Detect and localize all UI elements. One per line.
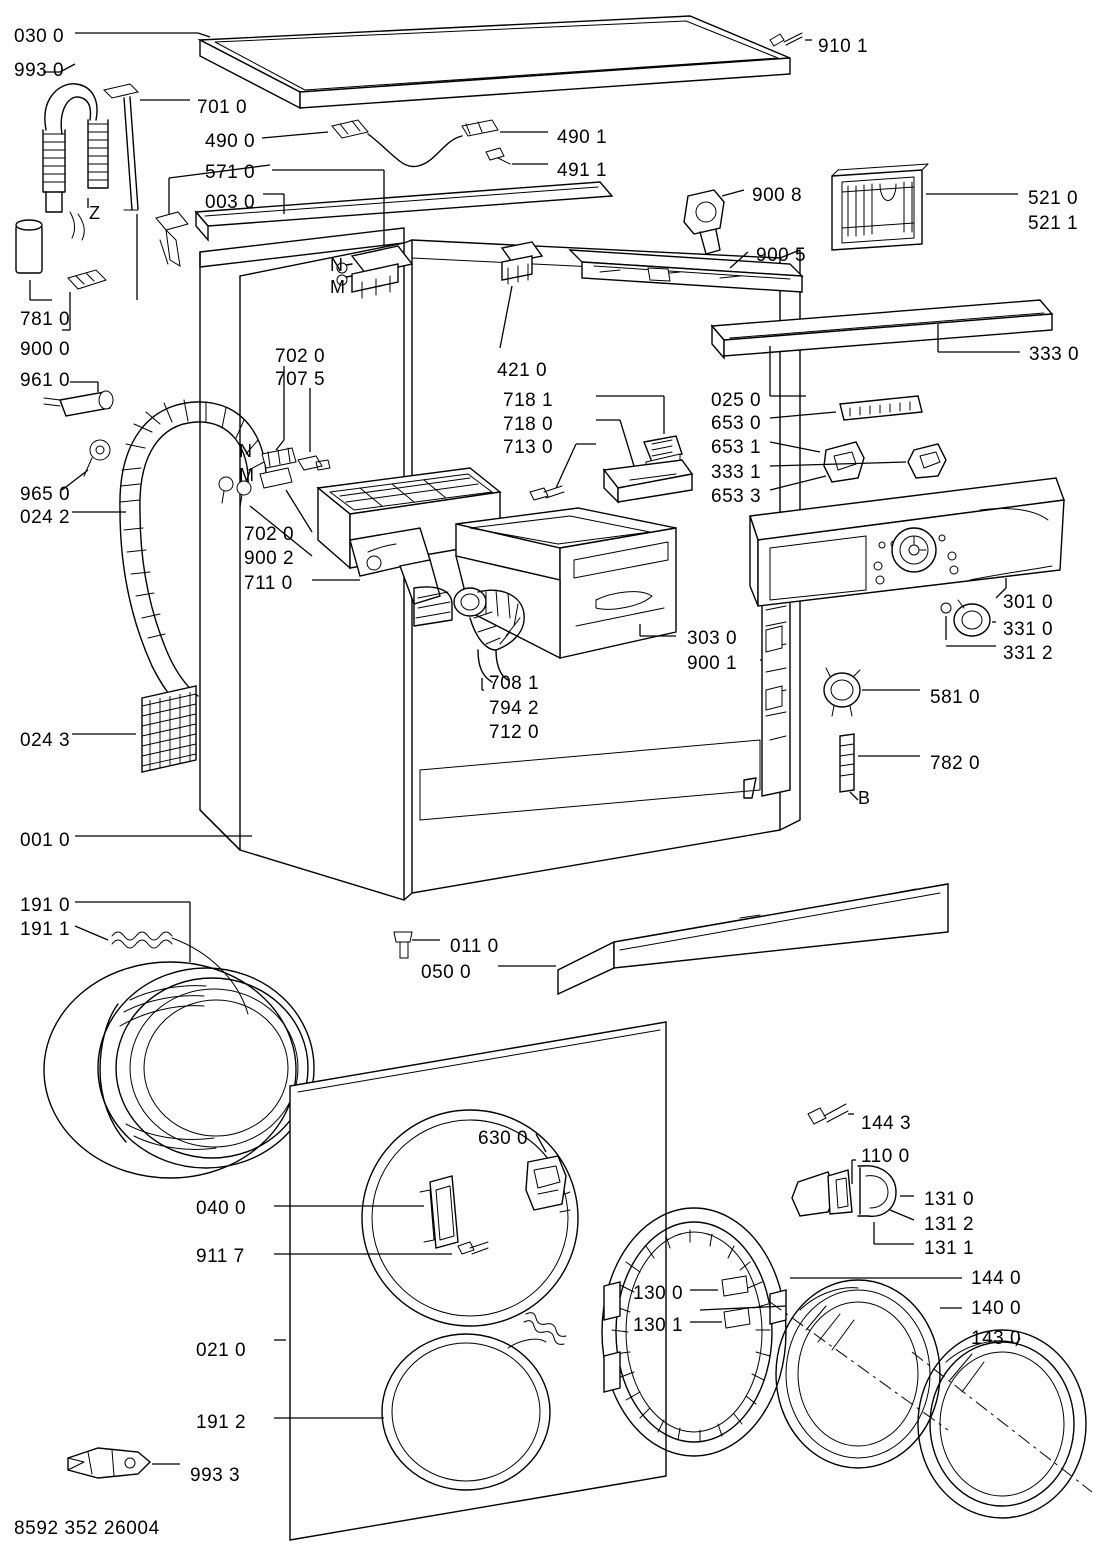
part-label-900-2: 900 2 — [244, 548, 295, 569]
part-label-011-0: 011 0 — [450, 936, 499, 957]
cover-718-0 — [596, 420, 692, 502]
part-label-702-0: 702 0 — [275, 346, 326, 367]
part-label-m: M — [330, 277, 346, 297]
part-label-965-0: 965 0 — [20, 484, 71, 505]
part-label-712-0: 712 0 — [489, 722, 540, 743]
valve-707-5 — [298, 388, 330, 470]
part-label-713-0: 713 0 — [503, 437, 554, 458]
part-label-571-0: 571 0 — [205, 162, 256, 183]
worktop-group — [75, 16, 790, 108]
part-label-024-2: 024 2 — [20, 507, 71, 528]
part-label-140-0: 140 0 — [971, 1298, 1022, 1319]
part-label-b: B — [858, 788, 871, 808]
part-label-491-1: 491 1 — [557, 160, 608, 181]
pump-filter-024-3 — [72, 686, 196, 772]
part-label-131-2: 131 2 — [924, 1214, 975, 1235]
screw-910-1 — [770, 33, 812, 46]
part-label-961-0: 961 0 — [20, 370, 71, 391]
hinge-653-1 — [770, 442, 864, 482]
part-label-024-3: 024 3 — [20, 730, 71, 751]
part-label-003-0: 003 0 — [205, 192, 256, 213]
part-label-782-0: 782 0 — [930, 753, 981, 774]
part-label-144-0: 144 0 — [971, 1268, 1022, 1289]
part-label-130-0: 130 0 — [633, 1283, 684, 1304]
inner-rail-900-1 — [744, 590, 790, 798]
part-label-701-0: 701 0 — [197, 97, 248, 118]
part-label-040-0: 040 0 — [196, 1198, 247, 1219]
part-label-708-1: 708 1 — [489, 673, 540, 694]
door-seal-191-0 — [44, 902, 314, 1178]
part-label-331-0: 331 0 — [1003, 619, 1054, 640]
part-label-333-1: 333 1 — [711, 462, 762, 483]
part-label-110-0: 110 0 — [861, 1146, 910, 1167]
hinge-110-0 — [792, 1160, 856, 1216]
part-label-130-1: 130 1 — [633, 1315, 684, 1336]
part-label-z: Z — [89, 203, 101, 223]
inlet-hose-993-0 — [16, 64, 108, 300]
hinge-pin-131-0 — [858, 1166, 914, 1244]
clamp-900-8 — [684, 190, 744, 254]
part-label-191-2: 191 2 — [196, 1412, 247, 1433]
part-label-050-0: 050 0 — [421, 962, 472, 983]
part-label-993-0: 993 0 — [14, 60, 65, 81]
part-label-191-1: 191 1 — [20, 919, 71, 940]
part-label-131-0: 131 0 — [924, 1189, 975, 1210]
part-label-521-1: 521 1 — [1028, 213, 1079, 234]
part-label-421-0: 421 0 — [497, 360, 548, 381]
part-label-900-0: 900 0 — [20, 339, 71, 360]
part-label-781-0: 781 0 — [20, 309, 71, 330]
screw-011-0 — [394, 932, 440, 958]
part-label-025-0: 025 0 — [711, 390, 762, 411]
part-label-n: N — [330, 255, 344, 275]
front-panel-021-0 — [274, 1022, 666, 1540]
part-label-303-0: 303 0 — [687, 628, 738, 649]
part-label-521-0: 521 0 — [1028, 188, 1079, 209]
part-label-030-0: 030 0 — [14, 26, 65, 47]
part-label-653-1: 653 1 — [711, 437, 762, 458]
part-label-131-1: 131 1 — [924, 1238, 975, 1259]
part-label-581-0: 581 0 — [930, 687, 981, 708]
screw-144-3 — [808, 1104, 854, 1124]
part-label-m: M — [239, 465, 255, 485]
part-label-910-1: 910 1 — [818, 36, 869, 57]
part-label-711-0: 711 0 — [244, 573, 293, 594]
part-label-n: N — [239, 441, 253, 461]
part-label-144-3: 144 3 — [861, 1113, 912, 1134]
door-glass-140-0 — [770, 1280, 962, 1468]
suppressor-421-0 — [500, 242, 542, 348]
part-label-911-7: 911 7 — [196, 1246, 245, 1267]
part-label-143-0: 143 0 — [971, 1328, 1022, 1349]
part-label-653-3: 653 3 — [711, 486, 762, 507]
rod-701-0 — [104, 84, 190, 300]
mains-cable-490-0 — [262, 120, 548, 167]
part-label-707-5: 707 5 — [275, 369, 326, 390]
part-label-630-0: 630 0 — [478, 1128, 529, 1149]
part-label-702-0: 702 0 — [244, 524, 295, 545]
part-label-191-0: 191 0 — [20, 895, 71, 916]
screw-702-0-lower — [260, 468, 312, 532]
part-label-331-2: 331 2 — [1003, 643, 1054, 664]
spring-191-1 — [112, 932, 248, 1014]
control-panel-301-0 — [750, 478, 1064, 606]
part-label-718-1: 718 1 — [503, 390, 554, 411]
counterweight-rail-025-0 — [712, 300, 1052, 396]
part-label-653-0: 653 0 — [711, 413, 762, 434]
part-label-001-0: 001 0 — [20, 830, 71, 851]
strip-653-0 — [770, 396, 922, 420]
plinth-050-0 — [498, 884, 948, 994]
part-label-490-0: 490 0 — [205, 131, 256, 152]
part-label-900-1: 900 1 — [687, 653, 738, 674]
part-label-333-0: 333 0 — [1029, 344, 1080, 365]
part-label-900-8: 900 8 — [752, 185, 803, 206]
part-label-301-0: 301 0 — [1003, 592, 1054, 613]
part-label-900-5: 900 5 — [756, 245, 807, 266]
bolt-782-0 — [840, 734, 920, 800]
part-label-021-0: 021 0 — [196, 1340, 247, 1361]
part-label-993-3: 993 3 — [190, 1465, 241, 1486]
part-label-794-2: 794 2 — [489, 698, 540, 719]
detergent-drawer-303-0 — [456, 508, 676, 658]
cabinet-001-0 — [75, 228, 800, 900]
part-label-490-1: 490 1 — [557, 127, 608, 148]
knob-331-0 — [941, 600, 996, 646]
tool-993-3 — [68, 1448, 180, 1478]
electronic-module-521-0 — [832, 164, 1018, 250]
drawing-number: 8592 352 26004 — [14, 1518, 160, 1539]
pressure-switch-581-0 — [824, 668, 920, 716]
part-label-718-0: 718 0 — [503, 414, 554, 435]
drain-pump-hose-961-0 — [44, 382, 113, 490]
